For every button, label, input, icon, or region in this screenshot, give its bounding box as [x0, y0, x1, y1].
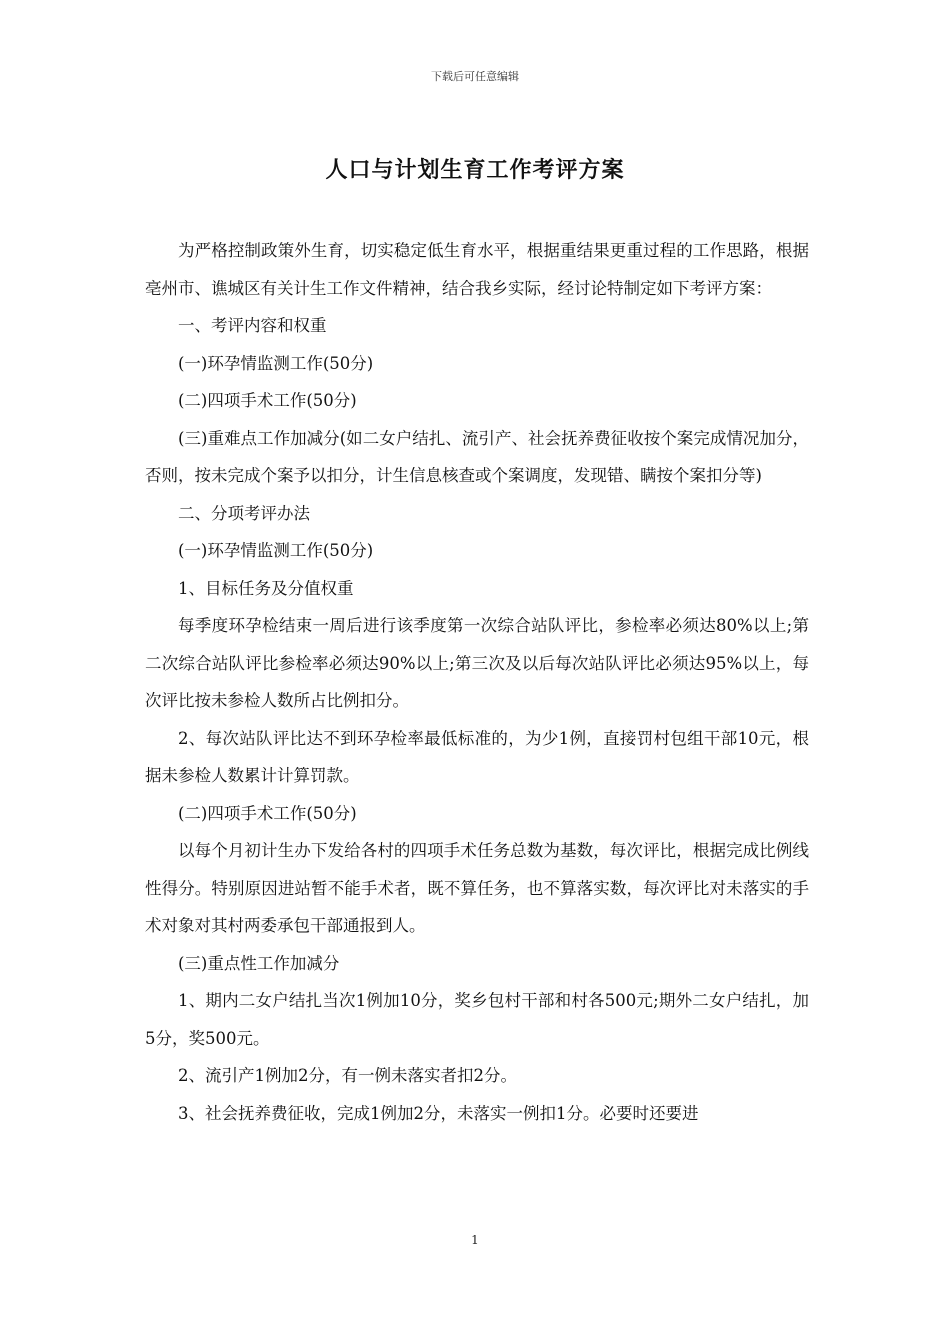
document-title: 人口与计划生育工作考评方案 [325, 157, 625, 183]
paragraph: 以每个月初计生办下发给各村的四项手术任务总数为基数，每次评比，根据完成比例线性得分。特别原因进站暂不能手术者，既不算任务，也不算落实数，每次评比对未落实的手术对象对其村两委承包干部通报到人。 [145, 841, 809, 935]
paragraph: 1、期内二女户结扎当次1例加10分，奖乡包村干部和村各500元;期外二女户结扎，加5分，奖500元。 [145, 991, 809, 1048]
paragraph: 一、考评内容和权重 [178, 316, 327, 335]
paragraph: 二、分项考评办法 [178, 503, 310, 523]
paragraph: 2、流引产1例加2分，有一例未落实者扣2分。 [178, 1066, 517, 1085]
paragraph: (二)四项手术工作(50分) [178, 391, 357, 410]
paragraph: (三)重点性工作加减分 [178, 953, 340, 973]
paragraph: 为严格控制政策外生育，切实稳定低生育水平，根据重结果更重过程的工作思路，根据亳州市、谯城区有关计生工作文件精神，结合我乡实际，经讨论特制定如下考评方案： [145, 241, 809, 298]
paragraph: (一)环孕情监测工作(50分) [178, 353, 374, 373]
paragraph: 3、社会抚养费征收，完成1例加2分，未落实一例扣1分。必要时还要进 [178, 1103, 699, 1123]
document-body [145, 232, 809, 1132]
paragraph: 2、每次站队评比达不到环孕检率最低标准的，为少1例，直接罚村包组干部10元，根据未参检人数累计计算罚款。 [145, 728, 809, 785]
paragraph: (三)重难点工作加减分(如二女户结扎、流引产、社会抚养费征收按个案完成情况加分，否则，按未完成个案予以扣分，计生信息核查或个案调度，发现错、瞒按个案扣分等) [145, 428, 809, 485]
paragraph: (一)环孕情监测工作(50分) [178, 541, 374, 560]
paragraph: (二)四项手术工作(50分) [178, 803, 357, 823]
paragraph: 1、目标任务及分值权重 [178, 578, 354, 598]
paragraph: 每季度环孕检结束一周后进行该季度第一次综合站队评比，参检率必须达80%以上;第二次综合站队评比参检率必须达90%以上;第三次及以后每次站队评比必须达95%以上，每次评比按未参检人数所占比例扣分。 [145, 616, 809, 710]
page-number: 1 [471, 1233, 479, 1247]
page-header: 下载后可任意编辑 [431, 70, 519, 83]
